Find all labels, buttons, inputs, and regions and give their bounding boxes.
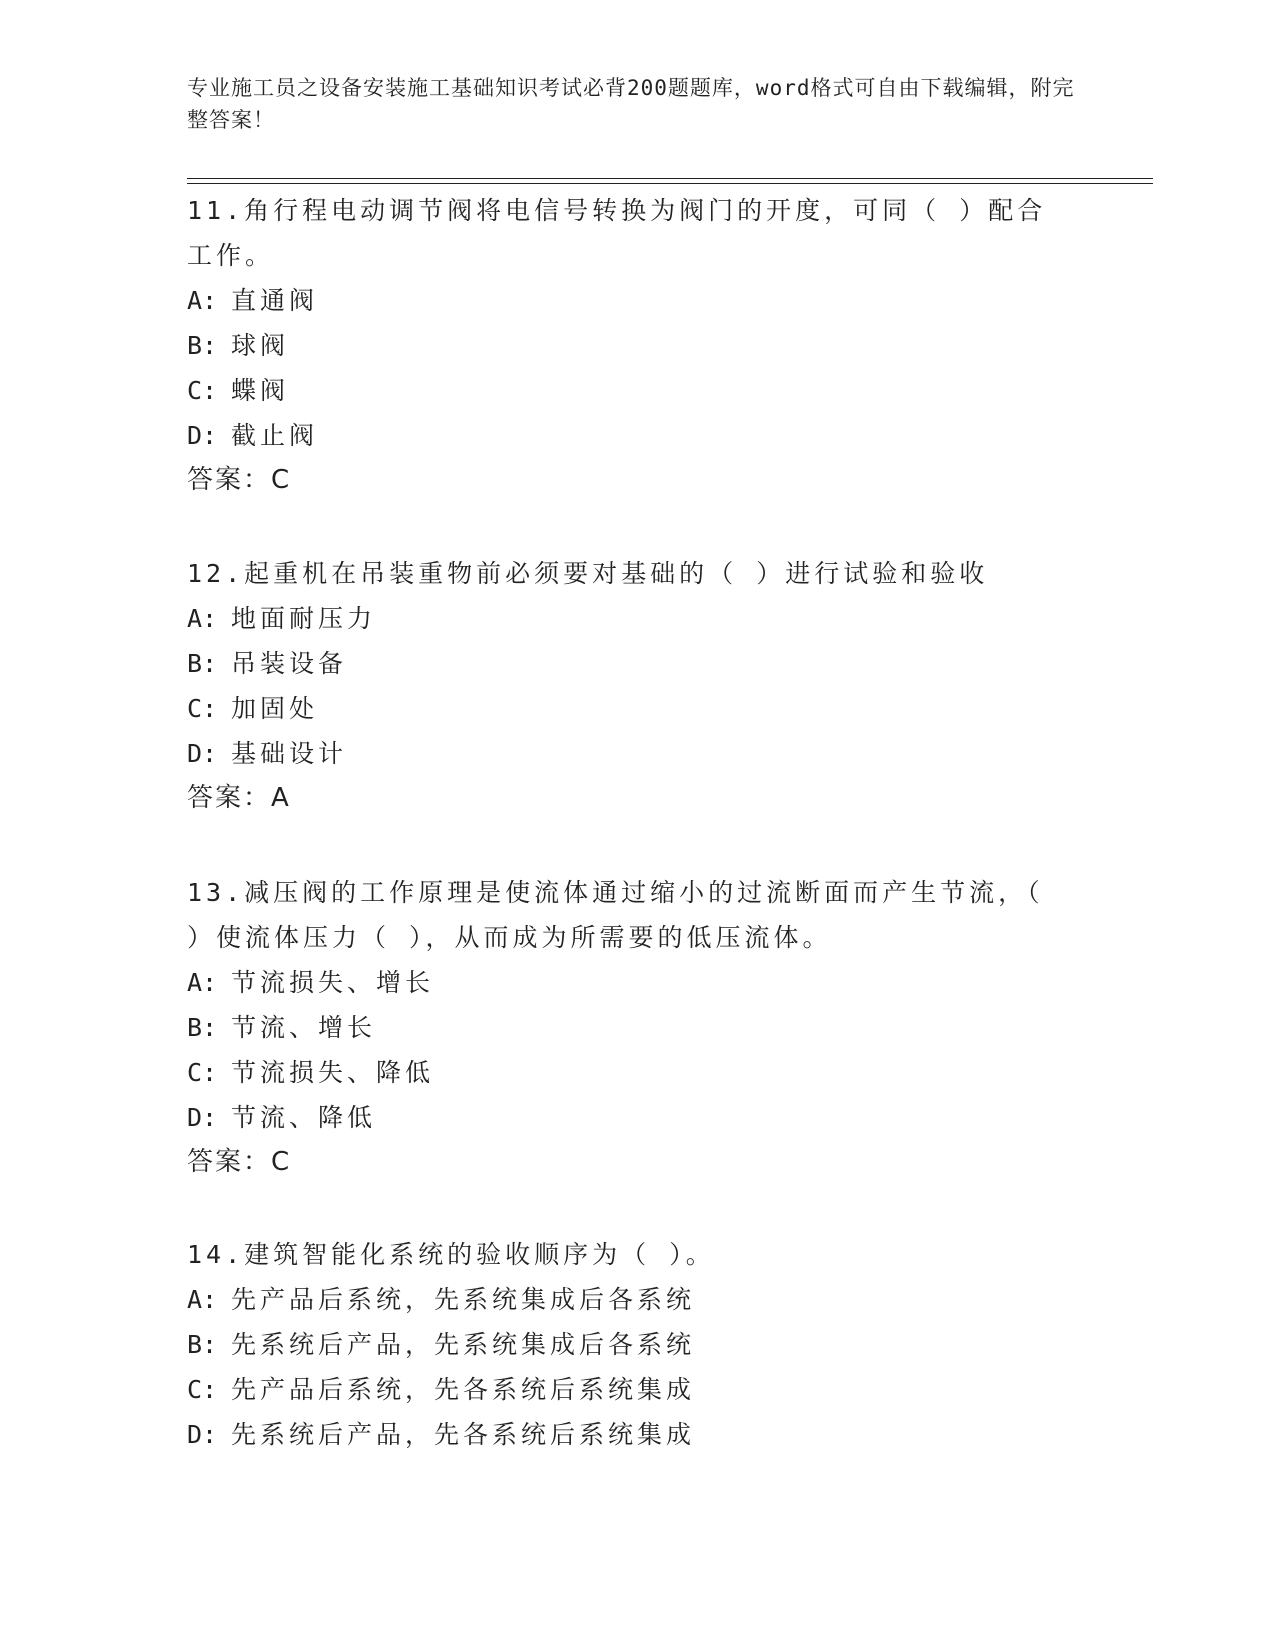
option-letter: A: xyxy=(187,1285,218,1314)
option-letter: D: xyxy=(187,421,218,450)
option-letter: B: xyxy=(187,1013,218,1042)
answer: 答案：A xyxy=(187,783,291,813)
option-c xyxy=(187,1367,1067,1412)
question-13 xyxy=(187,870,1067,1185)
option-letter: D: xyxy=(187,1103,218,1132)
option-d xyxy=(187,413,1067,458)
option-d xyxy=(187,1412,1067,1457)
answer: 答案：C xyxy=(187,465,292,495)
option-text: 先产品后系统，先各系统后系统集成 xyxy=(231,1375,696,1404)
option-letter: D: xyxy=(187,1420,218,1449)
option-text: 先系统后产品，先各系统后系统集成 xyxy=(231,1420,696,1449)
option-c xyxy=(187,1050,1067,1095)
option-b xyxy=(187,641,1067,686)
option-letter: A: xyxy=(187,968,218,997)
option-b xyxy=(187,1005,1067,1050)
option-letter: C: xyxy=(187,694,218,723)
option-a xyxy=(187,960,1067,1005)
option-text: 基础设计 xyxy=(231,739,348,768)
option-text: 先产品后系统，先系统集成后各系统 xyxy=(231,1285,696,1314)
option-letter: C: xyxy=(187,1058,218,1087)
option-letter: B: xyxy=(187,649,218,678)
option-text: 加固处 xyxy=(231,694,319,723)
question-14 xyxy=(187,1232,1067,1457)
answer: 答案：C xyxy=(187,1147,292,1177)
option-c xyxy=(187,368,1067,413)
header-divider-bottom xyxy=(187,183,1153,184)
option-letter: D: xyxy=(187,739,218,768)
option-b xyxy=(187,1322,1067,1367)
option-text: 节流损失、增长 xyxy=(231,968,435,997)
question-stem: 14.建筑智能化系统的验收顺序为（ ）。 xyxy=(187,1240,715,1269)
option-text: 蝶阀 xyxy=(231,376,290,405)
option-text: 节流损失、降低 xyxy=(231,1058,435,1087)
option-letter: C: xyxy=(187,1375,218,1404)
option-d xyxy=(187,731,1067,776)
option-c xyxy=(187,686,1067,731)
question-stem: 13.减压阀的工作原理是使流体通过缩小的过流断面而产生节流，（ ）使流体压力（ ），从而成为所需要的低压流体。 xyxy=(187,878,1044,952)
option-letter: A: xyxy=(187,286,218,315)
option-a xyxy=(187,1277,1067,1322)
option-text: 节流、增长 xyxy=(231,1013,377,1042)
option-text: 节流、降低 xyxy=(231,1103,377,1132)
question-12 xyxy=(187,551,1067,821)
option-d xyxy=(187,1095,1067,1140)
option-letter: B: xyxy=(187,1330,218,1359)
option-a xyxy=(187,278,1067,323)
option-text: 球阀 xyxy=(231,331,290,360)
question-11 xyxy=(187,188,1067,503)
option-text: 先系统后产品，先系统集成后各系统 xyxy=(231,1330,696,1359)
option-letter: B: xyxy=(187,331,218,360)
option-letter: A: xyxy=(187,604,218,633)
question-stem: 11.角行程电动调节阀将电信号转换为阀门的开度，可同（ ）配合工作。 xyxy=(187,196,1047,270)
option-b xyxy=(187,323,1067,368)
option-text: 吊装设备 xyxy=(231,649,348,678)
option-text: 直通阀 xyxy=(231,286,319,315)
header-divider-top xyxy=(187,178,1153,179)
option-text: 地面耐压力 xyxy=(231,604,377,633)
option-letter: C: xyxy=(187,376,218,405)
question-stem: 12.起重机在吊装重物前必须要对基础的（ ）进行试验和验收 xyxy=(187,559,989,588)
option-text: 截止阀 xyxy=(231,421,319,450)
document-header: 专业施工员之设备安装施工基础知识考试必背200题题库，word格式可自由下载编辑，附完整答案！ xyxy=(187,76,1075,132)
option-a xyxy=(187,596,1067,641)
